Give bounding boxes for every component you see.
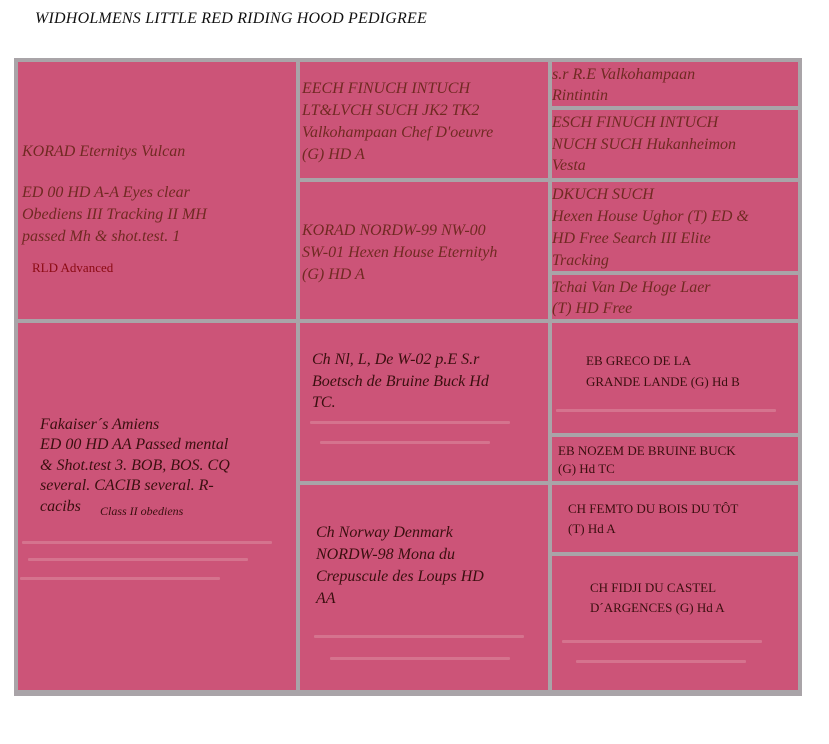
dam-sire-cell — [300, 323, 548, 481]
scan-noise — [28, 558, 248, 561]
ggp-cell-2 — [552, 110, 798, 178]
scan-noise — [310, 421, 510, 424]
scan-noise — [22, 541, 272, 544]
scan-noise — [576, 660, 746, 663]
dam-details: ED 00 HD AA Passed mental & Shot.test 3. BOB, BOS. CQ several. CACIB several. R- cacibs — [40, 436, 230, 515]
pedigree-table — [14, 58, 802, 696]
ggp-text-4: Tchai Van De Hoge Laer (T) HD Free — [552, 279, 711, 317]
scan-noise — [20, 577, 220, 580]
ggp-cell-3 — [552, 182, 798, 271]
ggp-cell-1 — [552, 62, 798, 106]
scan-noise — [556, 409, 776, 412]
ggp-text-7: CH FEMTO DU BOIS DU TÔT (T) Hd A — [568, 501, 739, 536]
sire-cell — [18, 62, 296, 319]
dam-sire-text: Ch Nl, L, De W-02 p.E S.r Boetsch de Bruine Buck Hd TC. — [312, 351, 489, 411]
sire-dam-text: KORAD NORDW-99 NW-00 SW-01 Hexen House Eternityh (G) HD A — [302, 222, 498, 283]
sire-extra: RLD Advanced — [32, 260, 114, 275]
dam-cell — [18, 323, 296, 690]
ggp-text-5: EB GRECO DE LA GRANDE LANDE (G) Hd B — [586, 353, 740, 389]
dam-extra: Class II obediens — [100, 504, 184, 518]
sire-name: KORAD Eternitys Vulcan — [22, 143, 186, 160]
ggp-cell-7 — [552, 485, 798, 552]
ggp-text-1: s.r R.E Valkohampaan Rintintin — [552, 66, 696, 104]
scan-noise — [314, 635, 524, 638]
ggp-cell-6 — [552, 437, 798, 481]
scan-noise — [330, 657, 510, 660]
scan-noise — [562, 640, 762, 643]
scan-noise — [320, 441, 490, 444]
ggp-text-3: DKUCH SUCH Hexen House Ughor (T) ED & HD Free Search III Elite Tracking — [552, 186, 749, 269]
dam-name: Fakaiser´s Amiens — [40, 416, 160, 433]
ggp-text-8: CH FIDJI DU CASTEL D´ARGENCES (G) Hd A — [590, 580, 725, 615]
sire-dam-cell — [300, 182, 548, 319]
ggp-cell-5 — [552, 323, 798, 433]
ggp-text-2: ESCH FINUCH INTUCH NUCH SUCH Hukanheimon Vesta — [552, 114, 736, 174]
ggp-cell-8 — [552, 556, 798, 690]
sire-sire-cell — [300, 62, 548, 178]
sire-details: ED 00 HD A-A Eyes clear Obediens III Tracking II MH passed Mh & shot.test. 1 — [22, 184, 207, 245]
ggp-cell-4 — [552, 275, 798, 319]
dam-dam-cell — [300, 485, 548, 690]
sire-sire-text: EECH FINUCH INTUCH LT&LVCH SUCH JK2 TK2 Valkohampaan Chef D'oeuvre (G) HD A — [302, 80, 494, 163]
ggp-text-6: EB NOZEM DE BRUINE BUCK (G) Hd TC — [558, 443, 736, 476]
dam-dam-text: Ch Norway Denmark NORDW-98 Mona du Crepuscule des Loups HD AA — [316, 524, 484, 607]
page-title: WIDHOLMENS LITTLE RED RIDING HOOD PEDIGREE — [35, 10, 427, 27]
